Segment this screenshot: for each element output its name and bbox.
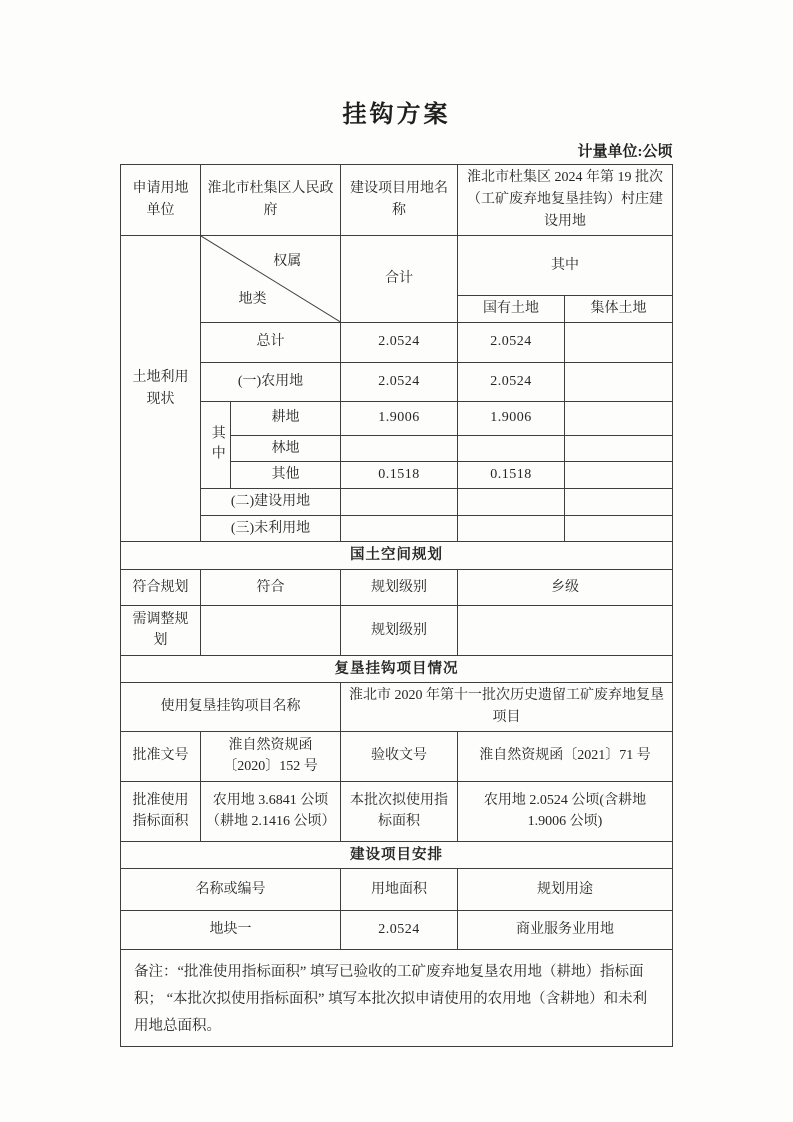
row-total-cell	[341, 515, 458, 542]
batch-area-value-cell: 农用地 2.0524 公顷(含耕地 1.9006 公顷)	[458, 781, 673, 841]
row-collective-cell	[565, 401, 673, 435]
adjust-value-cell	[201, 605, 341, 655]
row-state-cell	[458, 435, 565, 462]
row-label-cell: 其他	[231, 462, 341, 489]
plot-use-cell: 商业服务业用地	[458, 911, 673, 950]
among-group-cell	[201, 401, 231, 488]
row-label-cell: (三)未利用地	[201, 515, 341, 542]
linkage-plan-table	[120, 164, 673, 1047]
indicator-area-row	[121, 781, 673, 841]
plot-use-header-cell: 规划用途	[458, 869, 673, 911]
acceptance-number-label-cell: 验收文号	[341, 731, 458, 781]
conform-value-cell: 符合	[201, 569, 341, 605]
table-row	[121, 489, 673, 516]
state-land-header-cell: 国有土地	[458, 296, 565, 323]
row-label-cell: 林地	[231, 435, 341, 462]
row-collective-cell	[565, 435, 673, 462]
reclamation-section-title: 复垦挂钩项目情况	[121, 655, 673, 682]
reclamation-section-row	[121, 655, 673, 682]
row-state-cell: 0.1518	[458, 462, 565, 489]
planning-section-row	[121, 542, 673, 569]
approved-area-label-cell: 批准使用指标面积	[121, 781, 201, 841]
row-total-cell	[341, 435, 458, 462]
plan-level-value-cell	[458, 605, 673, 655]
document-number-row	[121, 731, 673, 781]
project-name-label-cell: 建设项目用地名称	[341, 165, 458, 236]
plan-level-label-cell: 规划级别	[341, 569, 458, 605]
plan-level-label-cell: 规划级别	[341, 605, 458, 655]
row-state-cell: 2.0524	[458, 322, 565, 362]
among-group-label: 其中	[209, 424, 225, 465]
row-collective-cell	[565, 462, 673, 489]
row-collective-cell	[565, 322, 673, 362]
diagonal-line	[201, 236, 340, 322]
plan-level-value-cell: 乡级	[458, 569, 673, 605]
among-column-header-cell: 其中	[458, 236, 673, 296]
unit-note: 计量单位:公顷	[577, 144, 673, 160]
applicant-row	[121, 165, 673, 236]
table-row	[121, 515, 673, 542]
reclamation-project-label-cell: 使用复垦挂钩项目名称	[121, 683, 341, 731]
planning-row-adjust	[121, 605, 673, 655]
reclamation-project-row	[121, 683, 673, 731]
land-use-section-label-cell: 土地利用现状	[121, 236, 201, 542]
table-row	[121, 362, 673, 401]
planning-row-conform	[121, 569, 673, 605]
row-total-cell: 2.0524	[341, 362, 458, 401]
applicant-label-cell: 申请用地单位	[121, 165, 201, 236]
row-total-cell: 0.1518	[341, 462, 458, 489]
applicant-value-cell: 淮北市杜集区人民政府	[201, 165, 341, 236]
remarks-label: 备注：	[134, 964, 178, 981]
row-label-cell: (二)建设用地	[201, 489, 341, 516]
remarks-row	[121, 950, 673, 1046]
page-title: 挂钩方案	[342, 102, 451, 128]
row-total-cell: 1.9006	[341, 401, 458, 435]
plot-area-header-cell: 用地面积	[341, 869, 458, 911]
construction-data-row	[121, 911, 673, 950]
plot-name-header-cell: 名称或编号	[121, 869, 341, 911]
table-row	[121, 401, 673, 435]
row-state-cell: 1.9006	[458, 401, 565, 435]
land-use-header-row	[121, 236, 673, 296]
row-state-cell: 2.0524	[458, 362, 565, 401]
row-total-cell	[341, 489, 458, 516]
plot-area-cell: 2.0524	[341, 911, 458, 950]
row-collective-cell	[565, 362, 673, 401]
construction-section-row	[121, 841, 673, 868]
row-state-cell	[458, 489, 565, 516]
approval-number-label-cell: 批准文号	[121, 731, 201, 781]
planning-section-title: 国土空间规划	[121, 542, 673, 569]
row-collective-cell	[565, 489, 673, 516]
remarks-cell	[121, 950, 673, 1046]
row-label-cell: 总计	[201, 322, 341, 362]
reclamation-project-value-cell: 淮北市 2020 年第十一批次历史遗留工矿废弃地复垦项目	[341, 683, 673, 731]
row-label-cell: 耕地	[231, 401, 341, 435]
diagonal-header-cell	[201, 236, 341, 323]
project-name-value-cell: 淮北市杜集区 2024 年第 19 批次（工矿废弃地复垦挂钩）村庄建设用地	[458, 165, 673, 236]
total-column-header-cell: 合计	[341, 236, 458, 323]
remarks-text: “批准使用指标面积” 填写已验收的工矿废弃地复垦农用地（耕地）指标面积； “本批次拟使用指标面积” 填写本批次拟申请使用的农用地（含耕地）和未利用地总面积。	[134, 964, 648, 1034]
row-label-cell: (一)农用地	[201, 362, 341, 401]
batch-area-label-cell: 本批次拟使用指标面积	[341, 781, 458, 841]
diagonal-label-landtype: 地类	[238, 291, 267, 307]
table-row	[121, 322, 673, 362]
construction-section-title: 建设项目安排	[121, 841, 673, 868]
plot-name-cell: 地块一	[121, 911, 341, 950]
row-state-cell	[458, 515, 565, 542]
acceptance-number-value-cell: 淮自然资规函〔2021〕71 号	[458, 731, 673, 781]
approval-number-value-cell: 淮自然资规函〔2020〕152 号	[201, 731, 341, 781]
row-collective-cell	[565, 515, 673, 542]
construction-header-row	[121, 869, 673, 911]
adjust-label-cell: 需调整规划	[121, 605, 201, 655]
conform-label-cell: 符合规划	[121, 569, 201, 605]
row-total-cell: 2.0524	[341, 322, 458, 362]
collective-land-header-cell: 集体土地	[565, 296, 673, 323]
diagonal-label-ownership: 权属	[273, 253, 302, 269]
approved-area-value-cell: 农用地 3.6841 公顷（耕地 2.1416 公顷）	[201, 781, 341, 841]
